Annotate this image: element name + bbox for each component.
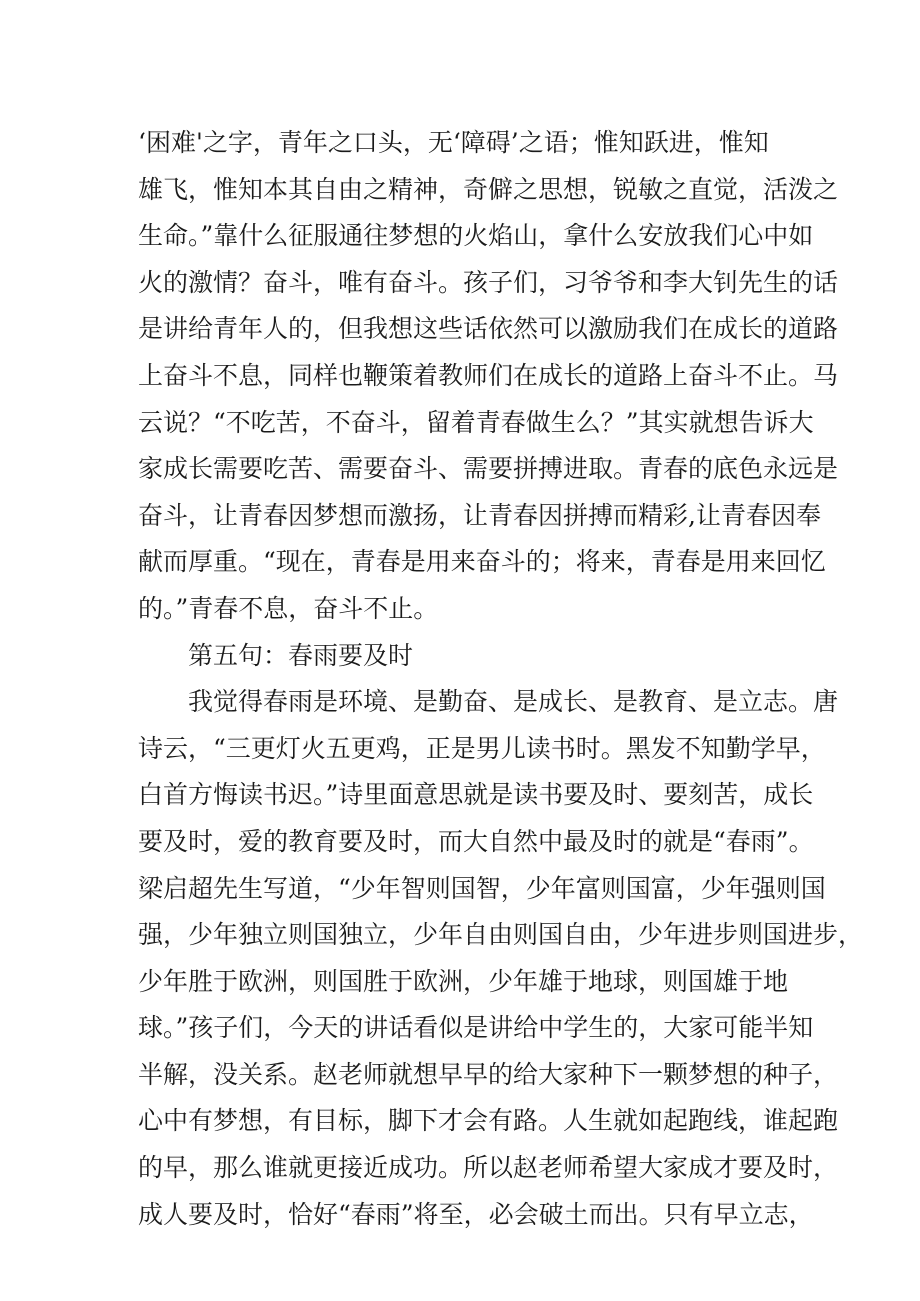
text-line: 白首方悔读书迟。”诗里面意思就是读书要及时、要刻苦，成长 [138,780,814,810]
text-line: 的。”青春不息，奋斗不止。 [138,593,439,623]
text-line: 奋斗，让青春因梦想而激扬，让青春因拼搏而精彩,让青春因奉 [138,500,821,530]
text-line: 云说？“不吃苦，不奋斗，留着青春做生么？”其实就想告诉大 [138,407,814,437]
section-heading: 第五句：春雨要及时 [188,640,414,670]
text-line: 雄飞，惟知本其自由之精神，奇僻之思想，锐敏之直觉，活泼之 [138,174,839,204]
text-line: 诗云，“三更灯火五更鸡，正是男儿读书时。黑发不知勤学早， [138,733,826,763]
text-line: 上奋斗不息，同样也鞭策着教师们在成长的道路上奋斗不止。马 [138,360,839,390]
text-line: ‘困难'之字，青年之口头，无‘障碍’之语；惟知跃进，惟知 [138,128,769,157]
text-line: 献而厚重。“现在，青春是用来奋斗的；将来，青春是用来回忆 [138,547,826,577]
text-line: 的早，那么谁就更接近成功。所以赵老师希望大家成才要及时， [138,1153,839,1183]
body-text [138,120,864,1238]
text-line: 生命。”靠什么征服通往梦想的火焰山，拿什么安放我们心中如 [138,221,814,251]
text-line: 火的激情？奋斗，唯有奋斗。孩子们，习爷爷和李大钊先生的话 [138,267,839,297]
text-line: 家成长需要吃苦、需要奋斗、需要拼搏进取。青春的底色永远是 [138,454,839,484]
paragraph-first-line: 我觉得春雨是环境、是勤奋、是成长、是教育、是立志。唐 [188,687,839,717]
text-line: 成人要及时，恰好“春雨”将至，必会破土而出。只有早立志， [138,1199,814,1229]
text-line: 梁启超先生写道，“少年智则国智，少年富则国富，少年强则国 [138,873,826,903]
text-line: 强，少年独立则国独立，少年自由则国自由，少年进步则国进步， [138,920,864,950]
text-line: 球。”孩子们，今天的讲话看似是讲给中学生的，大家可能半知 [138,1013,814,1043]
text-line: 少年胜于欧洲，则国胜于欧洲，少年雄于地球，则国雄于地 [138,966,789,996]
text-line: 要及时，爱的教育要及时，而大自然中最及时的就是“春雨”。 [138,826,814,856]
text-line: 心中有梦想，有目标，脚下才会有路。人生就如起跑线，谁起跑 [138,1106,839,1136]
text-line: 是讲给青年人的，但我想这些话依然可以激励我们在成长的道路 [138,314,839,344]
text-line: 半解，没关系。赵老师就想早早的给大家种下一颗梦想的种子， [138,1059,839,1089]
